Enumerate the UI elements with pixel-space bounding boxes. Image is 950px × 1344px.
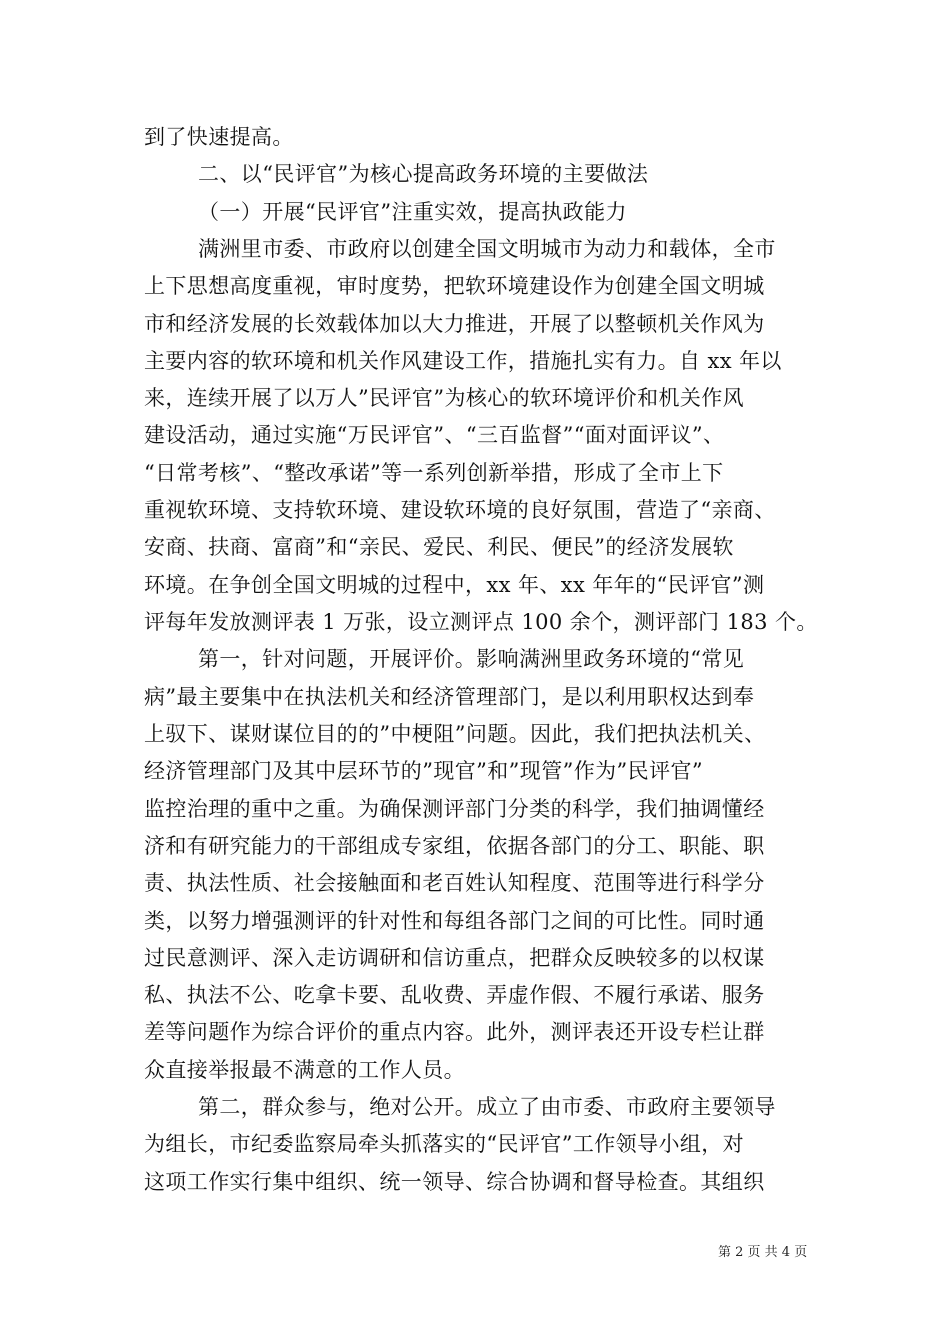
paragraph-line: 为组长，市纪委监察局牵头抓落实的“民评官”工作领导小组，对: [144, 1132, 745, 1156]
paragraph-line: 第一，针对问题，开展评价。影响满洲里政务环境的“常见: [198, 647, 745, 671]
paragraph-line: 上下思想高度重视，审时度势，把软环境建设作为创建全国文明城: [144, 274, 765, 298]
paragraph-line: 上驭下、谋财谋位目的的”中梗阻”问题。因此，我们把执法机关、: [144, 722, 766, 746]
paragraph-line: 环境。在争创全国文明城的过程中，xx 年、xx 年年的“民评官”测: [144, 573, 765, 597]
paragraph-line: 主要内容的软环境和机关作风建设工作，措施扎实有力。自 xx 年以: [144, 349, 782, 373]
paragraph-line: 众直接举报最不满意的工作人员。: [144, 1058, 465, 1082]
paragraph-line: 经济管理部门及其中层环节的”现官”和”现管”作为”民评官”: [144, 759, 704, 783]
subsection-heading: （一）开展“民评官”注重实效，提高执政能力: [198, 200, 627, 224]
page-number: 第 2 页 共 4 页: [718, 1245, 808, 1260]
paragraph-line: 建设活动，通过实施“万民评官”、“三百监督”“面对面评议”、: [144, 423, 725, 447]
paragraph-line: 类，以努力增强测评的针对性和每组各部门之间的可比性。同时通: [144, 909, 765, 933]
text-line-1: 到了快速提高。: [144, 125, 294, 149]
paragraph-line: 评每年发放测评表 1 万张，设立测评点 100 余个，测评部门 183 个。: [144, 610, 818, 634]
paragraph-line: “日常考核”、“整改承诺”等一系列创新举措，形成了全市上下: [144, 461, 724, 485]
paragraph-line: 济和有研究能力的干部组成专家组，依据各部门的分工、职能、职: [144, 834, 765, 858]
paragraph-line: 来，连续开展了以万人”民评官”为核心的软环境评价和机关作风: [144, 386, 745, 410]
paragraph-line: 这项工作实行集中组织、统一领导、综合协调和督导检查。其组织: [144, 1170, 765, 1194]
paragraph-line: 满洲里市委、市政府以创建全国文明城市为动力和载体，全市: [198, 237, 776, 261]
paragraph-line: 差等问题作为综合评价的重点内容。此外，测评表还开设专栏让群: [144, 1020, 765, 1044]
paragraph-line: 私、执法不公、吃拿卡要、乱收费、弄虚作假、不履行承诺、服务: [144, 983, 765, 1007]
paragraph-line: 第二，群众参与，绝对公开。成立了由市委、市政府主要领导: [198, 1095, 776, 1119]
paragraph-line: 安商、扶商、富商”和“亲民、爱民、利民、便民”的经济发展软: [144, 535, 734, 559]
paragraph-line: 过民意测评、深入走访调研和信访重点，把群众反映较多的以权谋: [144, 946, 765, 970]
paragraph-line: 市和经济发展的长效载体加以大力推进，开展了以整顿机关作风为: [144, 312, 765, 336]
paragraph-line: 责、执法性质、社会接触面和老百姓认知程度、范围等进行科学分: [144, 871, 765, 895]
section-heading: 二、以“民评官”为核心提高政务环境的主要做法: [198, 162, 649, 186]
paragraph-line: 病”最主要集中在执法机关和经济管理部门，是以利用职权达到奉: [144, 685, 755, 709]
paragraph-line: 监控治理的重中之重。为确保测评部门分类的科学，我们抽调懂经: [144, 797, 765, 821]
paragraph-line: 重视软环境、支持软环境、建设软环境的良好氛围，营造了“亲商、: [144, 498, 776, 522]
